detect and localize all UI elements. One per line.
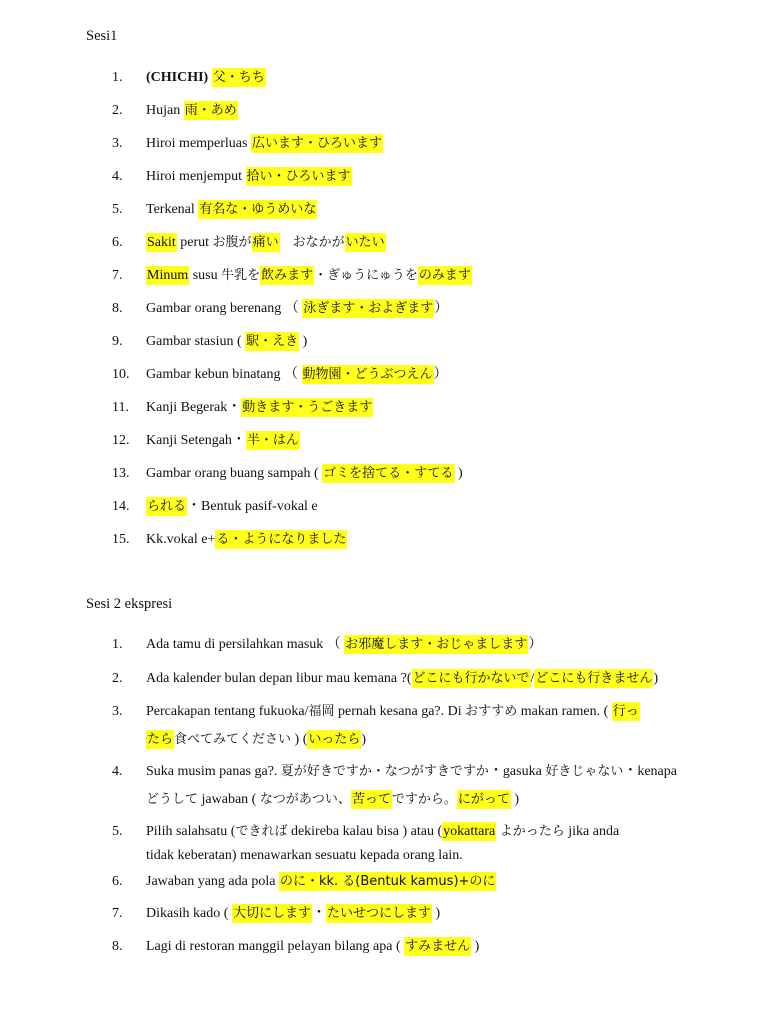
item-text: ) [431,906,441,921]
item-text: ・ぎゅうにゅうを [314,268,418,283]
highlighted-text: のみます [418,268,471,283]
list-item [112,229,732,257]
item-number: 12. [112,433,130,448]
item-text: Hiroi menjemput [146,169,246,184]
item-text: jika anda [564,824,620,839]
item-text: Percakapan tentang fukuoka/ [146,704,309,719]
item-text: Hujan [146,103,184,118]
item-text: Kk.vokal e+ [146,532,216,547]
item-number: 8. [112,301,123,316]
item-text: 食べてみてください [174,732,292,747]
item-text: ・Bentuk pasif-vokal e [187,499,318,514]
highlighted-text: 半・はん [246,433,299,448]
list-item [112,493,732,521]
item-number: 1. [112,70,123,85]
list-item [112,361,732,389]
item-number: 5. [112,202,123,217]
item-number: 10. [112,367,130,382]
highlighted-text: ゴミを捨てる・すてる [323,466,454,481]
item-text: なつがあつい、 [259,792,351,807]
item-number: 3. [112,704,123,719]
list-item [112,758,732,786]
list-item [112,665,732,693]
item-text: Gambar orang buang sampah ( [146,466,323,481]
item-continuation-line [146,786,519,814]
item-text: おなかが [279,235,345,250]
highlighted-text: いったら [308,732,361,747]
highlighted-text: 動物園・どうぶつえん [302,367,433,382]
item-text: ） [528,637,543,652]
item-body [146,299,448,318]
list-item [112,698,732,726]
item-text: どうして [146,792,199,807]
highlighted-text: たいせつにします [326,906,431,921]
highlighted-text: 苦って [351,792,391,807]
item-text: ですから。 [391,792,457,807]
item-text: Ada kalender bulan depan libur mau kemana ?( [146,671,412,686]
item-number: 7. [112,906,123,921]
item-body [146,398,373,417]
item-body [146,365,448,384]
item-body [146,497,318,516]
item-text: ） [433,367,448,382]
highlighted-text: 行っ [612,704,639,719]
item-text: Suka musim panas ga?. [146,764,281,779]
item-text: できれば [235,824,288,839]
item-body [146,431,300,450]
highlighted-text: 雨・あめ [184,103,237,118]
item-body [146,134,383,153]
item-text: susu [189,268,222,283]
list-item [112,262,732,290]
item-body [146,937,479,956]
list-item [112,526,732,554]
item-text: Terkenal [146,202,199,217]
item-number: 13. [112,466,130,481]
list-item [112,460,732,488]
item-number: 5. [112,824,123,839]
item-body [146,200,317,219]
item-text: 好きじゃない [545,764,624,779]
item-text: 牛乳を [221,268,261,283]
highlighted-text: る・ようになりました [216,532,347,547]
item-continuation-line [146,842,463,870]
item-text: 夏が好きですか・なつがすきですか [280,764,489,779]
item-text: Kanji Begerak・ [146,400,242,415]
highlighted-text: どこにも行きません [535,671,653,686]
highlighted-text: にがって [457,792,510,807]
highlighted-text: すみません [405,939,471,954]
item-text: 福岡 [308,704,335,719]
highlighted-text: 動きます・うごきます [242,400,373,415]
item-text: おすすめ [465,704,518,719]
item-number: 4. [112,764,123,779]
item-text: ) [510,792,520,807]
highlighted-text: 大切にします [232,906,311,921]
highlighted-text: 痛い [252,235,279,250]
item-number: 6. [112,235,123,250]
item-text: Gambar stasiun ( [146,334,246,349]
list-item [112,631,732,659]
item-body [146,68,266,87]
highlighted-text: 泳ぎます・およぎます [303,301,434,316]
item-text: Lagi di restoran manggil pelayan bilang apa ( [146,939,405,954]
item-text: Ada tamu di persilahkan masuk （ [146,637,345,652]
item-number: 14. [112,499,130,514]
highlighted-text: 有名な・ゆうめいな [199,202,317,217]
highlighted-text: お邪魔します・おじゃまします [345,637,528,652]
item-text: / [530,671,535,686]
item-body [146,822,619,841]
item-number: 2. [112,103,123,118]
highlighted-text: 広います・ひろいます [251,136,382,151]
item-body [146,872,496,891]
item-text: ・ [311,906,326,921]
item-number: 7. [112,268,123,283]
item-number: 6. [112,874,123,889]
item-number: 2. [112,671,123,686]
item-body [146,101,238,120]
item-number: 9. [112,334,123,349]
highlighted-text: のに・kk. る(Bentuk kamus)+のに [279,874,496,889]
highlighted-text: 拾い・ひろいます [246,169,351,184]
highlighted-text: 父・ちち [212,70,265,85]
item-body [146,167,352,186]
sesi1-heading: Sesi1 [86,28,118,44]
list-item [112,163,732,191]
item-number: 1. [112,637,123,652]
highlighted-text: 駅・えき [246,334,299,349]
item-continuation-line [146,726,366,754]
list-item [112,196,732,224]
item-body [146,233,386,252]
list-item [112,394,732,422]
item-text: (CHICHI) [146,70,212,85]
item-body [146,332,307,351]
item-text: お腹が [212,235,252,250]
item-text: Jawaban yang ada pola [146,874,279,889]
highlighted-text: yokattara [443,824,496,839]
item-body [146,464,463,483]
list-item [112,295,732,323]
list-item [112,64,732,92]
item-text: Gambar orang berenang （ [146,301,303,316]
item-text: ) ( [291,732,308,747]
item-number: 15. [112,532,130,547]
item-number: 11. [112,400,129,415]
item-text: よかったら [499,824,565,839]
item-body [146,702,640,721]
list-item [112,900,732,928]
item-text: Pilih salahsatu ( [146,824,236,839]
list-item [112,868,732,896]
list-item [112,130,732,158]
highlighted-text: 飲みます [261,268,314,283]
item-number: 8. [112,939,123,954]
item-body [146,669,658,688]
item-text: ・kenapa [623,764,677,779]
highlighted-text: られる [147,499,187,514]
item-text: ） [434,301,449,316]
item-body [146,764,677,779]
list-item [112,427,732,455]
list-item [112,328,732,356]
item-text: Dikasih kado ( [146,906,232,921]
item-text: ) [653,671,659,686]
sesi2-heading: Sesi 2 ekspresi [86,596,173,612]
item-body [146,635,542,654]
item-text: pernah kesana ga?. Di [334,704,466,719]
item-body [146,904,440,923]
highlighted-text: Minum [147,268,189,283]
item-text: tidak keberatan) menawarkan sesuatu kepada orang lain. [146,848,463,863]
item-text: ) [471,939,480,954]
item-text: perut [176,235,213,250]
highlighted-text: たら [147,732,174,747]
item-body [146,530,347,549]
item-number: 4. [112,169,123,184]
item-number: 3. [112,136,123,151]
list-item [112,97,732,125]
item-text: Hiroi memperluas [146,136,251,151]
item-text: ) [299,334,308,349]
highlighted-text: いたい [345,235,385,250]
highlighted-text: どこにも行かないで [412,671,530,686]
item-text: makan ramen. ( [517,704,612,719]
item-text: Gambar kebun binatang （ [146,367,302,382]
item-text: dekireba kalau bisa ) atau ( [287,824,443,839]
item-text: ・gasuka [488,764,546,779]
item-text: ) [454,466,463,481]
item-body [146,266,472,285]
item-text: jawaban ( [198,792,260,807]
list-item [112,933,732,961]
highlighted-text: Sakit [147,235,176,250]
item-text: ) [361,732,367,747]
item-text: Kanji Setengah・ [146,433,246,448]
